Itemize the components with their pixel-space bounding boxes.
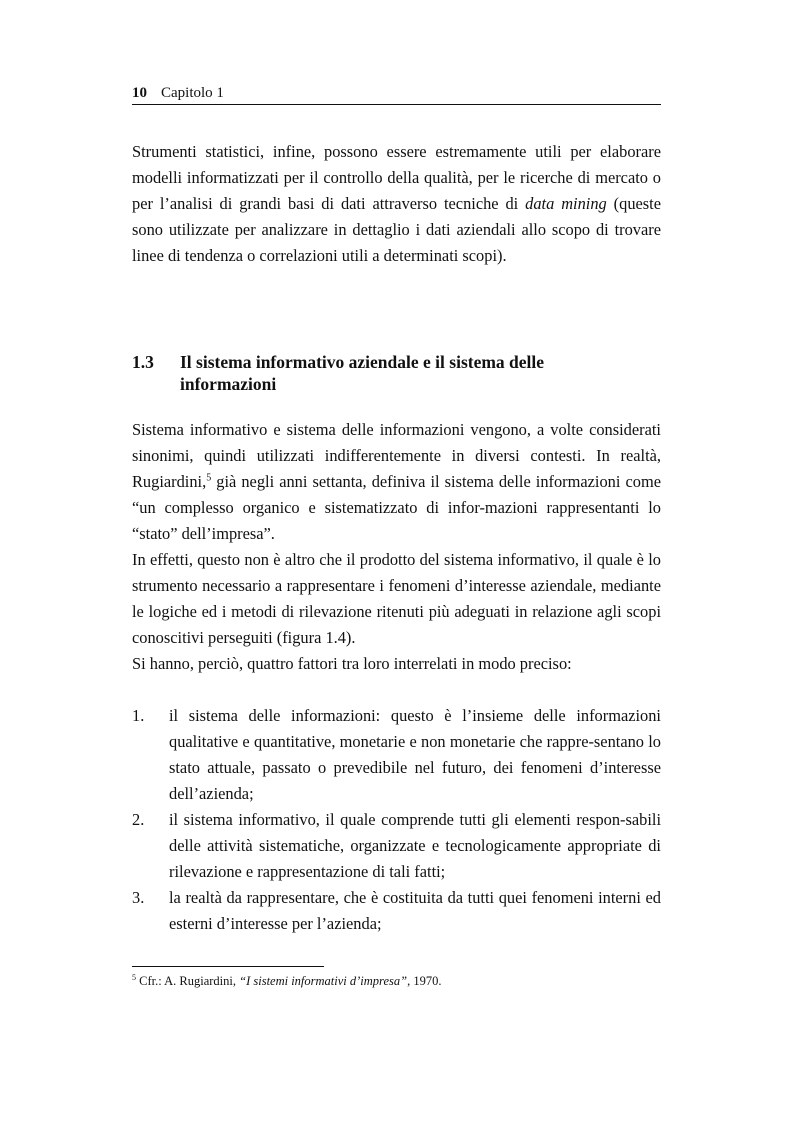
footnote-divider — [132, 966, 324, 967]
footnote-book-title: “I sistemi informativi d’impresa” — [239, 974, 408, 988]
paragraph-factors: Si hanno, perciò, quattro fattori tra loro interrelati in modo preciso: — [132, 654, 572, 673]
list-item-text: il sistema informativo, il quale comprende tutti gli elementi respon-sabili delle attività sistematiche, organizzate e tecnologicamente appropriate di rilevazione e rappresentazione di tali fatti; — [169, 810, 661, 881]
section-title: Il sistema informativo aziendale e il sistema delle informazioni — [180, 352, 545, 394]
footnote-reference[interactable]: 5 — [206, 472, 212, 484]
section-heading — [132, 351, 661, 395]
list-item-number: 3. — [132, 888, 145, 907]
paragraph-definition-text: Sistema informativo e sistema delle informazioni vengono, a volte considerati sinonimi, quindi utilizzati indifferentemente in diversi contesti. In realtà, Rugiardini, — [132, 420, 661, 491]
list-item — [132, 807, 661, 885]
paragraph-effects: In effetti, questo non è altro che il prodotto del sistema informativo, il quale è lo strumento necessario a rappresentare i fenomeni d’interesse aziendale, mediante le logiche ed i metodi di rilevazione ritenuti più adeguati in relazione agli scopi conoscitivi perseguiti (figura 1.4). — [132, 550, 661, 647]
footnote — [132, 973, 661, 989]
factor-list — [132, 703, 661, 937]
section-number: 1.3 — [132, 352, 154, 372]
footnote-number: 5 — [132, 972, 136, 982]
page-body — [132, 84, 661, 953]
chapter-title: Capitolo 1 — [161, 85, 224, 101]
page-number: 10 — [132, 85, 147, 101]
paragraph-intro-text-end: (queste sono utilizzate per analizzare in dettaglio i dati aziendali allo scopo di trovare linee di tendenza o correlazioni utili a determinati scopi). — [132, 194, 661, 265]
paragraph-definition-text-end: già negli anni settanta, definiva il sistema delle informazioni come “un complesso organico e sistematizzato di infor-mazioni rappresentanti lo “stato” dell’impresa”. — [132, 472, 661, 543]
list-item-number: 2. — [132, 810, 145, 829]
list-item-text: la realtà da rappresentare, che è costituita da tutti quei fenomeni interni ed esterni d’interesse per l’azienda; — [169, 888, 661, 933]
paragraph-intro — [132, 139, 661, 269]
paragraph-intro-italic: data mining — [525, 194, 607, 213]
list-item — [132, 703, 661, 807]
footnote-prefix: Cfr.: A. Rugiardini, — [136, 974, 240, 988]
list-item-number: 1. — [132, 706, 145, 725]
footnote-suffix: , 1970. — [407, 974, 442, 988]
list-item-text: il sistema delle informazioni: questo è l’insieme delle informazioni qualitative e quantitative, monetarie e non monetarie che rappre-sentano lo stato attuale, passato o prevedibile nel futuro, dei fenomeni d’interesse dell’azienda; — [169, 706, 661, 803]
paragraph-intro-text: Strumenti statistici, infine, possono essere estremamente utili per elaborare modelli informatizzati per il controllo della qualità, per le ricerche di mercato o per l’analisi di grandi basi di dati attraverso tecniche di — [132, 142, 661, 213]
running-header — [132, 84, 661, 105]
paragraph-definition — [132, 417, 661, 547]
list-item — [132, 885, 661, 937]
